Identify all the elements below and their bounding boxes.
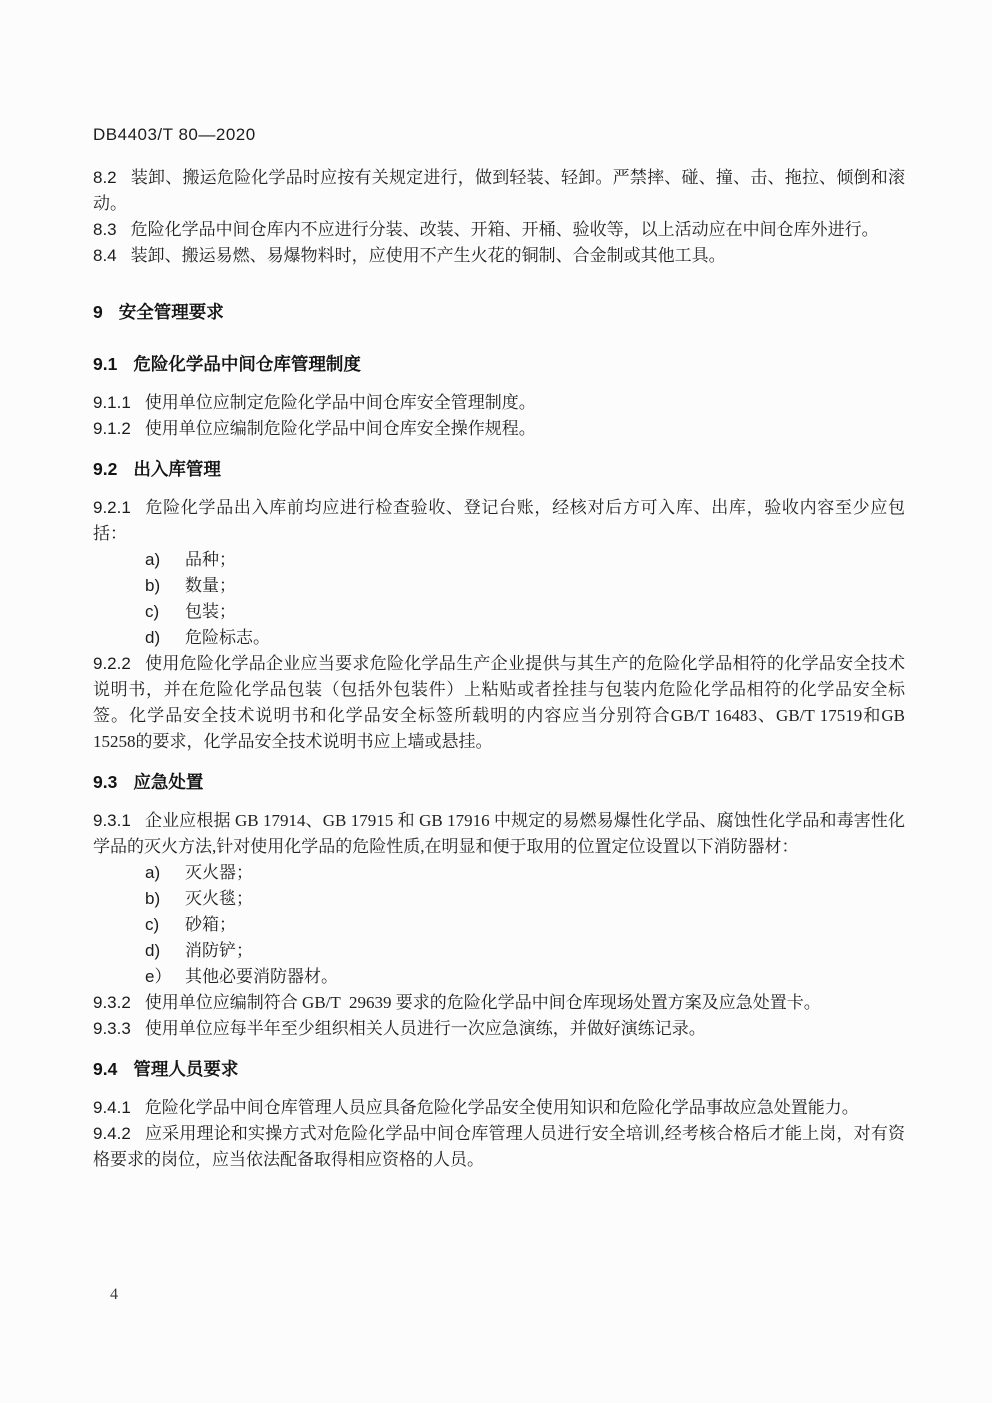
section-title: 管理人员要求 [133,1059,239,1079]
list-item [93,964,905,990]
list-item [93,547,905,573]
list-text: 危险标志。 [185,628,270,647]
clause-text: 使用危险化学品企业应当要求危险化学品生产企业提供与其生产的危险化学品相符的化学品安全技术说明书，并在危险化学品包装（包括外包装件）上粘贴或者拴挂与包装内危险化学品相符的化学品安全标签。化学品安全技术说明书和化学品安全标签所载明的内容应当分别符合GB/T 16483、GB/T 17519和GB 15258的要求，化学品安全技术说明书应上墙或悬挂。 [93,654,910,751]
list-text: 包装； [185,602,236,621]
list-item [93,599,905,625]
list-marker: c) [145,915,160,934]
clause-text: 应采用理论和实操方式对危险化学品中间仓库管理人员进行安全培训,经考核合格后才能上岗，对有资格要求的岗位，应当依法配备取得相应资格的人员。 [93,1124,905,1169]
clause-9-4-2 [93,1121,905,1173]
section-title: 危险化学品中间仓库管理制度 [133,354,361,374]
subsection-heading-9-3 [93,769,905,795]
section-number: 9.2 [93,459,118,479]
clause-9-2-2 [93,651,910,755]
clause-8-3 [93,217,905,243]
list-marker: b) [145,889,161,908]
clause-number: 9.4.2 [93,1124,131,1143]
list-marker: e） [145,967,172,986]
section-title: 应急处置 [133,772,204,792]
clause-9-1-2 [93,416,905,442]
list-marker: a) [145,550,161,569]
section-number: 9.4 [93,1059,118,1079]
list-item [93,860,905,886]
section-number: 9.1 [93,354,118,374]
list-item [93,573,905,599]
list-marker: d) [145,628,161,647]
page-number: 4 [110,1286,118,1303]
clause-number: 9.3.3 [93,1019,131,1038]
list-text: 品种； [185,550,236,569]
clause-number: 8.4 [93,246,117,265]
list-item [93,625,905,651]
clause-text: 使用单位应制定危险化学品中间仓库安全管理制度。 [144,393,536,412]
list-marker: c) [145,602,160,621]
subsection-heading-9-4 [93,1056,905,1082]
subsection-heading-9-1 [93,351,905,377]
list-item [93,912,905,938]
clause-number: 9.2.1 [93,498,131,517]
clause-text: 使用单位应编制危险化学品中间仓库安全操作规程。 [144,419,536,438]
clause-8-2 [93,165,905,217]
document-content [93,122,910,1173]
section-number: 9 [93,302,103,322]
clause-number: 9.1.2 [93,419,131,438]
section-heading-9 [93,299,905,325]
clause-text: 装卸、搬运易燃、易爆物料时，应使用不产生火花的铜制、合金制或其他工具。 [130,246,726,265]
list-marker: b) [145,576,161,595]
section-title: 安全管理要求 [118,302,224,322]
clause-text: 使用单位应编制符合 GB/T 29639 要求的危险化学品中间仓库现场处置方案及应急处置卡。 [144,993,821,1012]
clause-text: 使用单位应每半年至少组织相关人员进行一次应急演练，并做好演练记录。 [144,1019,706,1038]
clause-number: 9.2.2 [93,654,131,673]
clause-8-4 [93,243,905,269]
clause-number: 8.3 [93,220,117,239]
clause-text: 企业应根据 GB 17914、GB 17915 和 GB 17916 中规定的易燃易爆性化学品、腐蚀性化学品和毒害性化学品的灭火方法,针对使用化学品的危险性质,在明显和便于取用的位置定位设置以下消防器材： [93,811,905,856]
clause-number: 9.4.1 [93,1098,131,1117]
list-text: 数量； [185,576,236,595]
list-item [93,886,905,912]
clause-9-4-1 [93,1095,905,1121]
list-text: 消防铲； [185,941,253,960]
section-number: 9.3 [93,772,118,792]
clause-number: 8.2 [93,168,117,187]
list-text: 其他必要消防器材。 [185,967,338,986]
clause-9-3-2 [93,990,905,1016]
clause-number: 9.3.1 [93,811,131,830]
list-text: 灭火毯； [185,889,253,908]
clause-9-3-1 [93,808,905,860]
clause-text: 装卸、搬运危险化学品时应按有关规定进行，做到轻装、轻卸。严禁摔、碰、撞、击、拖拉、倾倒和滚动。 [93,168,905,213]
clause-number: 9.1.1 [93,393,131,412]
list-marker: a) [145,863,161,882]
list-text: 砂箱； [185,915,236,934]
document-code-header: DB4403/T 80—2020 [93,125,256,144]
clause-9-3-3 [93,1016,905,1042]
clause-number: 9.3.2 [93,993,131,1012]
list-text: 灭火器； [185,863,253,882]
list-marker: d) [145,941,161,960]
clause-9-1-1 [93,390,905,416]
list-item [93,938,905,964]
section-title: 出入库管理 [133,459,221,479]
clause-text: 危险化学品出入库前均应进行检查验收、登记台账，经核对后方可入库、出库，验收内容至少应包括： [93,498,905,543]
clause-text: 危险化学品中间仓库内不应进行分装、改装、开箱、开桶、验收等，以上活动应在中间仓库外进行。 [130,220,879,239]
subsection-heading-9-2 [93,456,905,482]
clause-9-2-1 [93,495,905,547]
clause-text: 危险化学品中间仓库管理人员应具备危险化学品安全使用知识和危险化学品事故应急处置能力。 [144,1098,859,1117]
